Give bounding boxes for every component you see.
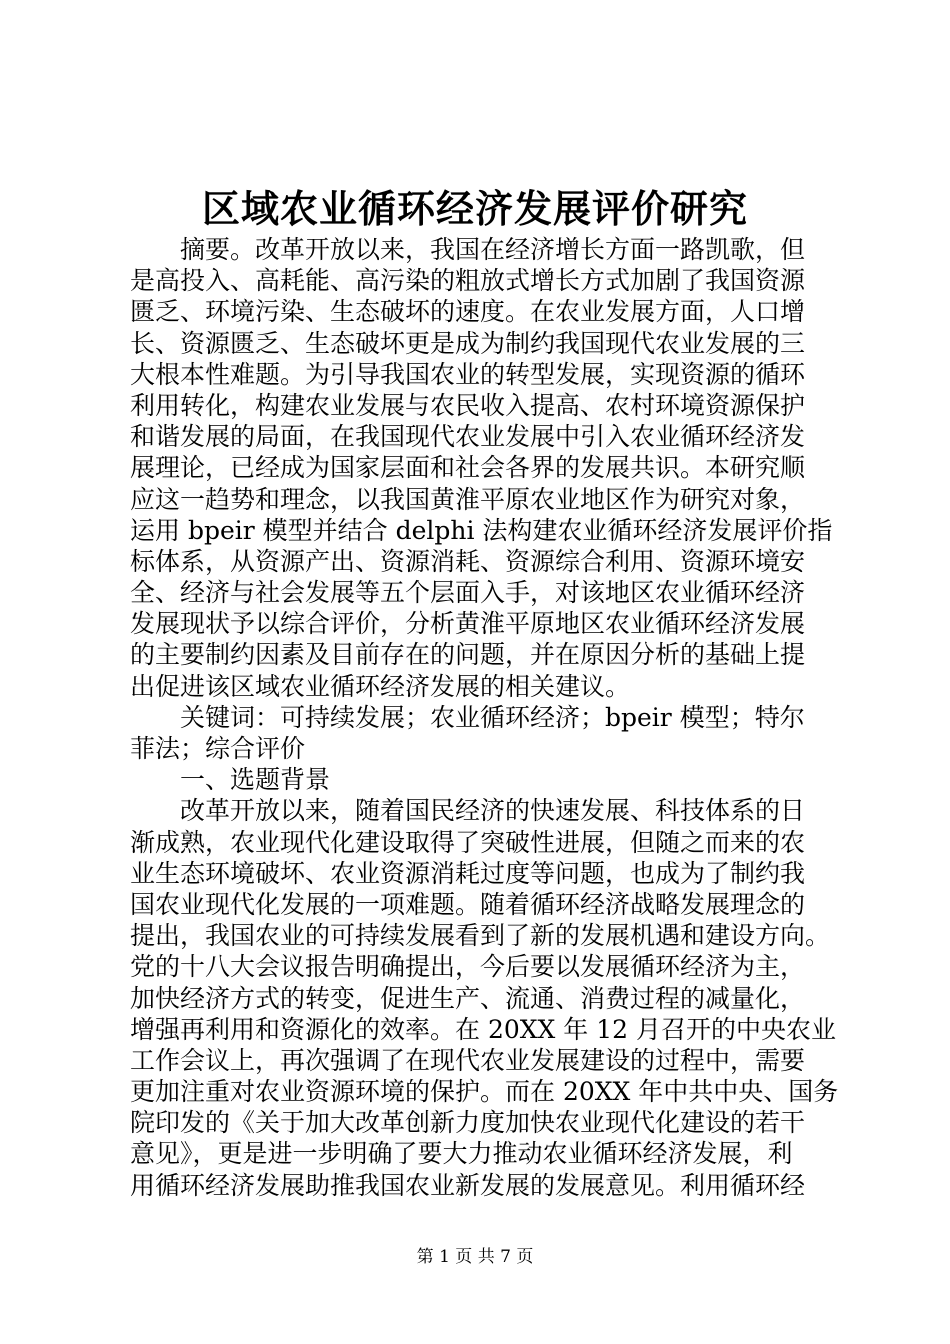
abstract-line: 利用转化，构建农业发展与农民收入提高、农村环境资源保护 (130, 390, 806, 420)
abstract-line: 出促进该区域农业循环经济发展的相关建议。 (130, 671, 631, 701)
abstract-line: 发展现状予以综合评价，分析黄淮平原地区农业循环经济发展 (130, 609, 806, 639)
keywords-line: 关键词：可持续发展；农业循环经济；bpeir 模型；特尔 (180, 702, 805, 732)
document-title: 区域农业循环经济发展评价研究 (201, 186, 748, 231)
abstract-line: 大根本性难题。为引导我国农业的转型发展，实现资源的循环 (130, 359, 806, 389)
paragraph-line: 渐成熟，农业现代化建设取得了突破性进展，但随之而来的农 (130, 827, 806, 857)
paragraph-line: 院印发的《关于加大改革创新力度加快农业现代化建设的若干 (130, 1108, 806, 1138)
keywords-line: 菲法；综合评价 (130, 734, 306, 763)
paragraph-line: 加快经济方式的转变，促进生产、流通、消费过程的减量化， (130, 983, 806, 1013)
abstract-line: 全、经济与社会发展等五个层面入手，对该地区农业循环经济 (130, 578, 806, 608)
abstract-line: 长、资源匮乏、生态破坏更是成为制约我国现代农业发展的三 (130, 328, 806, 358)
abstract-line: 摘要。改革开放以来，我国在经济增长方面一路凯歌，但 (180, 235, 806, 264)
page-number: 第 1 页 共 7 页 (416, 1247, 534, 1267)
paragraph-line: 国农业现代化发展的一项难题。随着循环经济战略发展理念的 (130, 889, 806, 919)
paragraph-line: 增强再利用和资源化的效率。在 20XX 年 12 月召开的中央农业 (130, 1014, 837, 1044)
abstract-line: 运用 bpeir 模型并结合 delphi 法构建农业循环经济发展评价指 (130, 515, 833, 545)
paragraph-line: 党的十八大会议报告明确提出，今后要以发展循环经济为主， (130, 952, 806, 982)
abstract-line: 是高投入、高耗能、高污染的粗放式增长方式加剧了我国资源 (130, 266, 806, 296)
paragraph-line: 更加注重对农业资源环境的保护。而在 20XX 年中共中央、国务 (130, 1077, 839, 1107)
paragraph-line: 工作会议上，再次强调了在现代农业发展建设的过程中，需要 (130, 1045, 806, 1075)
abstract-line: 应这一趋势和理念，以我国黄淮平原农业地区作为研究对象， (130, 484, 806, 514)
abstract-line: 匮乏、环境污染、生态破坏的速度。在农业发展方面，人口增 (130, 297, 806, 327)
abstract-line: 和谐发展的局面，在我国现代农业发展中引入农业循环经济发 (130, 422, 806, 452)
paragraph-line: 意见》，更是进一步明确了要大力推动农业循环经济发展，利 (130, 1139, 793, 1169)
abstract-line: 展理论，已经成为国家层面和社会各界的发展共识。本研究顺 (130, 453, 806, 483)
section-heading: 一、选题背景 (180, 765, 331, 795)
paragraph-line: 业生态环境破坏、农业资源消耗过度等问题，也成为了制约我 (130, 858, 806, 888)
document-body (130, 234, 850, 1201)
paragraph-line: 用循环经济发展助推我国农业新发展的发展意见。利用循环经 (130, 1170, 806, 1200)
abstract-line: 标体系，从资源产出、资源消耗、资源综合利用、资源环境安 (130, 546, 806, 576)
abstract-line: 的主要制约因素及目前存在的问题，并在原因分析的基础上提 (130, 640, 806, 670)
paragraph-line: 改革开放以来，随着国民经济的快速发展、科技体系的日 (180, 796, 806, 826)
paragraph-line: 提出，我国农业的可持续发展看到了新的发展机遇和建设方向。 (130, 921, 831, 951)
